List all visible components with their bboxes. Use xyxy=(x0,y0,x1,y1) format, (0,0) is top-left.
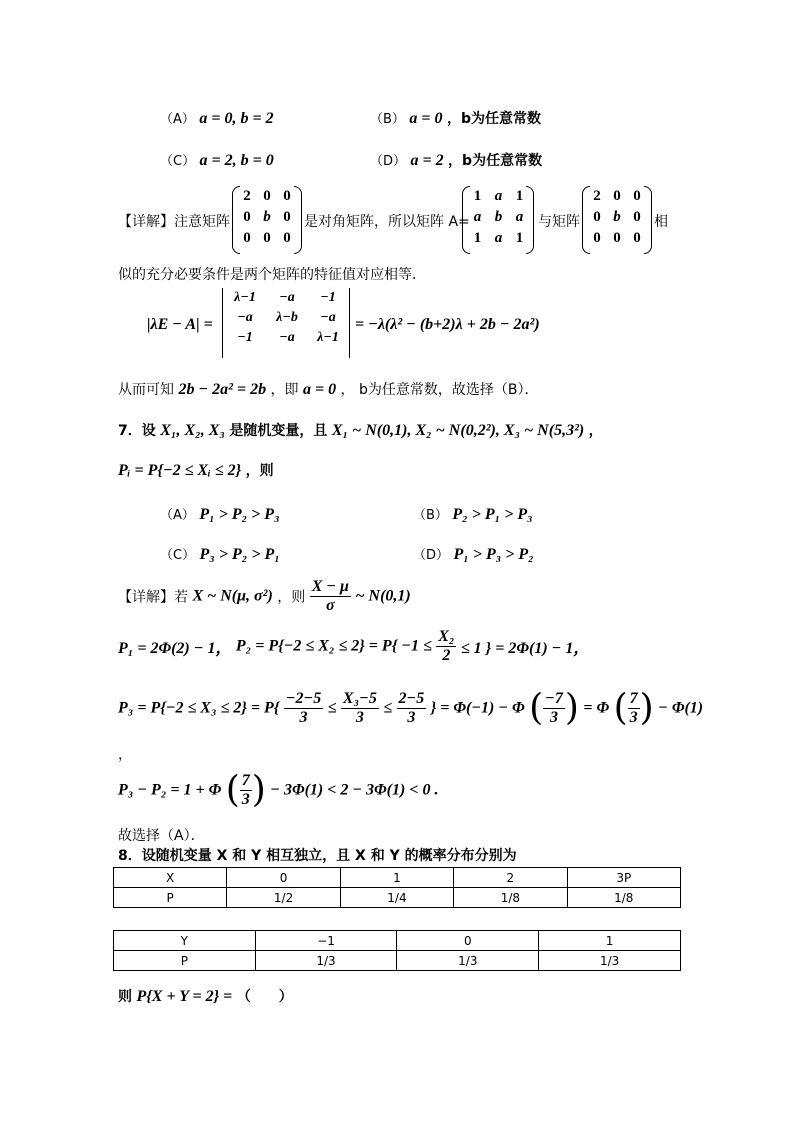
fraction-numerator: 7 xyxy=(629,690,638,707)
fraction-numerator: X₂ xyxy=(438,628,455,645)
q7-stem-text: 是随机变量，且 xyxy=(229,423,328,439)
q7-stem2-end: ，则 xyxy=(245,463,274,479)
conclusion-pre: 从而可知 xyxy=(118,382,174,398)
conclusion-a: a = 0 xyxy=(302,381,337,398)
table-cell: 1/3 xyxy=(397,951,539,971)
q7-stem-line1 xyxy=(118,420,603,440)
diff-fraction xyxy=(240,772,252,809)
matrix-entry: λ−1 xyxy=(317,330,339,345)
matrix-entry: b xyxy=(263,209,271,225)
matrix-entries xyxy=(462,186,534,249)
matrix-entry: b xyxy=(494,209,503,225)
p3-fraction-4 xyxy=(543,690,565,727)
matrix-entry: 0 xyxy=(613,188,621,204)
matrix-entry: 0 xyxy=(613,230,621,246)
right-paren: ) xyxy=(639,687,654,729)
solution-then: ，则 xyxy=(277,589,306,606)
table-cell: 1/3 xyxy=(255,951,397,971)
matrix-entry: 0 xyxy=(633,209,641,225)
diff-post: − 3Φ(1) < 2 − 3Φ(1) < 0 . xyxy=(270,781,439,799)
right-paren xyxy=(644,186,652,254)
matrix-entry: 0 xyxy=(263,188,271,204)
matrix-entry: 1 xyxy=(473,188,482,204)
q6-solution-lead: 【详解】注意矩阵 xyxy=(118,214,230,230)
fraction-denominator: 3 xyxy=(629,709,638,726)
table-cell: 3P xyxy=(567,868,680,888)
option-expression: P₂ > P₁ > P₃ xyxy=(452,506,533,523)
fraction-denominator: σ xyxy=(326,597,335,614)
left-paren: ( xyxy=(529,687,544,729)
matrix-entry: −a xyxy=(279,330,295,345)
fraction-denominator: 3 xyxy=(241,791,250,808)
matrix-entry: −a xyxy=(279,290,295,305)
left-paren xyxy=(462,186,470,254)
matrix-entry: a xyxy=(494,188,503,204)
table-cell: Y xyxy=(114,931,256,951)
fraction-numerator: −2−5 xyxy=(285,690,322,707)
matrix-entry: 2 xyxy=(593,188,601,204)
left-paren: ( xyxy=(613,687,628,729)
matrix-entry: 2 xyxy=(243,188,251,204)
p3-mid: } = Φ(−1) − Φ xyxy=(430,699,525,717)
left-paren xyxy=(232,186,240,254)
option-note: ，b为任意常数 xyxy=(448,153,543,169)
p3-expr-pre: P₃ = P{−2 ≤ X₃ ≤ 2} = P{ xyxy=(118,699,280,717)
q6-option-b xyxy=(370,108,541,128)
option-expression: a = 2, b = 0 xyxy=(199,152,274,169)
p2-expr-post: ≤ 1 } = 2Φ(1) − 1， xyxy=(460,640,590,657)
table-cell: 0 xyxy=(227,868,340,888)
q8-question xyxy=(118,986,293,1006)
diff-pre: P₃ − P₂ = 1 + Φ xyxy=(118,781,222,799)
det-bar-left xyxy=(222,288,223,358)
q8-stem: 8．设随机变量 X 和 Y 相互独立，且 X 和 Y 的概率分布分别为 xyxy=(118,848,517,864)
conclusion-mid: ，即 xyxy=(270,382,299,398)
right-paren xyxy=(294,186,302,254)
option-label: （D） xyxy=(370,154,407,169)
matrix-entry: λ−1 xyxy=(234,290,256,305)
a-matrix xyxy=(462,186,534,254)
option-expression: a = 2 xyxy=(410,152,444,169)
matrix-entry: λ−b xyxy=(276,310,298,325)
p3-fraction-2 xyxy=(341,690,379,727)
matrix-entry: −1 xyxy=(237,330,253,345)
q7-solution-lead xyxy=(118,578,411,615)
q7-p3-comma: ， xyxy=(118,747,132,763)
q6-option-d xyxy=(370,150,542,170)
left-paren xyxy=(582,186,590,254)
table-cell: X xyxy=(114,868,227,888)
option-label: （B） xyxy=(413,508,448,523)
right-paren xyxy=(526,186,534,254)
p3-fraction-1 xyxy=(284,690,323,727)
q7-variables: X₁, X₂, X₃ xyxy=(160,422,225,439)
matrix-entry: 0 xyxy=(593,230,601,246)
q7-p1-p2 xyxy=(118,628,589,665)
matrix-entry: 0 xyxy=(633,188,641,204)
fraction-denominator: 3 xyxy=(355,709,364,726)
matrix-entries xyxy=(582,186,652,249)
table-cell: 1 xyxy=(340,868,453,888)
q7-number: 7．设 xyxy=(118,423,156,439)
p1-expr: P₁ = 2Φ(2) − 1， xyxy=(118,640,232,657)
q7-option-a xyxy=(160,504,280,524)
standardize-fraction xyxy=(310,578,351,615)
answer-blank: （ ） xyxy=(236,989,293,1005)
matrix-entry: 0 xyxy=(243,230,251,246)
q7-difference xyxy=(118,769,439,811)
p2-fraction xyxy=(436,628,456,665)
question-pre: 则 xyxy=(118,989,132,1005)
q7-p3 xyxy=(118,687,704,729)
fraction-denominator: 3 xyxy=(550,709,559,726)
option-expression: P₁ > P₂ > P₃ xyxy=(199,506,280,523)
matrix-entry: 0 xyxy=(243,209,251,225)
q6-solution-mid2: 与矩阵 xyxy=(538,214,580,230)
question-expr: P{X + Y = 2} = xyxy=(136,988,233,1005)
matrix-entry: 1 xyxy=(515,188,524,204)
option-label: （D） xyxy=(413,548,450,563)
q6-solution-line2: 似的充分必要条件是两个矩阵的特征值对应相等． xyxy=(118,267,426,283)
option-note: ，b为任意常数 xyxy=(446,111,541,127)
table-row xyxy=(114,951,681,971)
option-expression: P₁ > P₃ > P₂ xyxy=(453,546,534,563)
matrix-entries xyxy=(222,288,350,348)
matrix-entry: a xyxy=(473,209,482,225)
conclusion-post: ， b为任意常数，故选择（B）． xyxy=(340,382,539,398)
q6-solution-tail: 相 xyxy=(654,214,668,230)
diag-matrix xyxy=(232,186,302,254)
leq-sign: ≤ xyxy=(327,699,337,717)
matrix-entry: a xyxy=(494,230,503,246)
table-cell: −1 xyxy=(255,931,397,951)
q7-pi-def: Pᵢ = P{−2 ≤ Xᵢ ≤ 2} xyxy=(118,462,242,479)
option-expression: a = 0 xyxy=(409,110,443,127)
left-paren: ( xyxy=(225,769,240,811)
q6-option-a xyxy=(160,108,274,128)
table-row xyxy=(114,868,681,888)
table-row xyxy=(114,888,681,908)
matrix-entry: 1 xyxy=(473,230,482,246)
det-rhs: = −λ(λ² − (b+2)λ + 2b − 2a²) xyxy=(355,316,540,333)
conclusion-expr: 2b − 2a² = 2b xyxy=(178,381,267,398)
matrix-entry: 0 xyxy=(263,230,271,246)
leq-sign: ≤ xyxy=(383,699,393,717)
option-label: （C） xyxy=(160,154,196,169)
right-paren: ) xyxy=(564,687,579,729)
y-distribution-table xyxy=(113,930,681,971)
matrix-entry: 1 xyxy=(515,230,524,246)
p2-expr-pre: P₂ = P{−2 ≤ X₂ ≤ 2} = P{ −1 ≤ xyxy=(235,637,432,655)
table-cell: P xyxy=(114,951,256,971)
matrix-entry: a xyxy=(515,209,524,225)
matrix-entry: −1 xyxy=(320,290,336,305)
table-row xyxy=(114,931,681,951)
option-label: （C） xyxy=(160,548,196,563)
q6-conclusion xyxy=(118,379,539,399)
option-expression: a = 0, b = 2 xyxy=(199,110,274,127)
q7-stem-line2 xyxy=(118,460,274,480)
q7-option-b xyxy=(413,504,533,524)
matrix-entry: 0 xyxy=(633,230,641,246)
option-label: （A） xyxy=(160,508,195,523)
matrix-entry: b xyxy=(613,209,621,225)
table-cell: 1/4 xyxy=(340,888,453,908)
q7-distributions: X₁ ~ N(0,1), X₂ ~ N(0,2²), X₃ ~ N(5,3²) xyxy=(331,422,585,439)
det-bar-right xyxy=(349,288,350,358)
q7-option-c xyxy=(160,544,280,564)
table-cell: P xyxy=(114,888,227,908)
q7-stem-end: ， xyxy=(588,423,603,439)
q7-option-d xyxy=(413,544,534,564)
standard-normal: ~ N(0,1) xyxy=(355,587,411,605)
matrix-entry: 0 xyxy=(283,209,291,225)
fraction-denominator: 2 xyxy=(442,647,451,664)
matrix-entry: −a xyxy=(237,310,253,325)
matrix-entry: 0 xyxy=(283,230,291,246)
det-matrix xyxy=(222,288,350,358)
matrix-entries xyxy=(232,186,302,249)
det-lhs: |λE − A| = xyxy=(147,316,213,333)
fraction-numerator: X − μ xyxy=(311,578,349,595)
q6-solution-mid1: 是对角矩阵，所以矩阵 A= xyxy=(304,214,470,230)
table-cell: 1 xyxy=(539,931,681,951)
table-cell: 0 xyxy=(397,931,539,951)
x-distribution-table xyxy=(113,867,681,908)
p3-fraction-3 xyxy=(397,690,427,727)
table-cell: 1/3 xyxy=(539,951,681,971)
fraction-numerator: −7 xyxy=(545,690,563,707)
matrix-entry: 0 xyxy=(283,188,291,204)
fraction-numerator: 7 xyxy=(241,772,250,789)
table-cell: 1/2 xyxy=(227,888,340,908)
right-paren: ) xyxy=(251,769,266,811)
table-cell: 2 xyxy=(454,868,567,888)
table-cell: 1/8 xyxy=(567,888,680,908)
table-cell: 1/8 xyxy=(454,888,567,908)
q6-option-c xyxy=(160,150,274,170)
option-expression: P₃ > P₂ > P₁ xyxy=(199,546,280,563)
q7-answer: 故选择（A）． xyxy=(118,828,205,844)
option-label: （B） xyxy=(370,112,405,127)
p3-fraction-5 xyxy=(628,690,640,727)
matrix-entry: 0 xyxy=(593,209,601,225)
fraction-denominator: 3 xyxy=(299,709,308,726)
fraction-numerator: X₃−5 xyxy=(342,690,377,707)
p3-eq: = Φ xyxy=(583,699,610,717)
option-label: （A） xyxy=(160,112,195,127)
fraction-denominator: 3 xyxy=(407,709,416,726)
fraction-numerator: 2−5 xyxy=(398,690,425,707)
p3-tail: − Φ(1) xyxy=(658,699,704,717)
solution-lead: 【详解】若 xyxy=(118,589,188,606)
matrix-entry: −a xyxy=(320,310,336,325)
solution-cond: X ~ N(μ, σ²) xyxy=(192,587,273,605)
diag-matrix-2 xyxy=(582,186,652,254)
